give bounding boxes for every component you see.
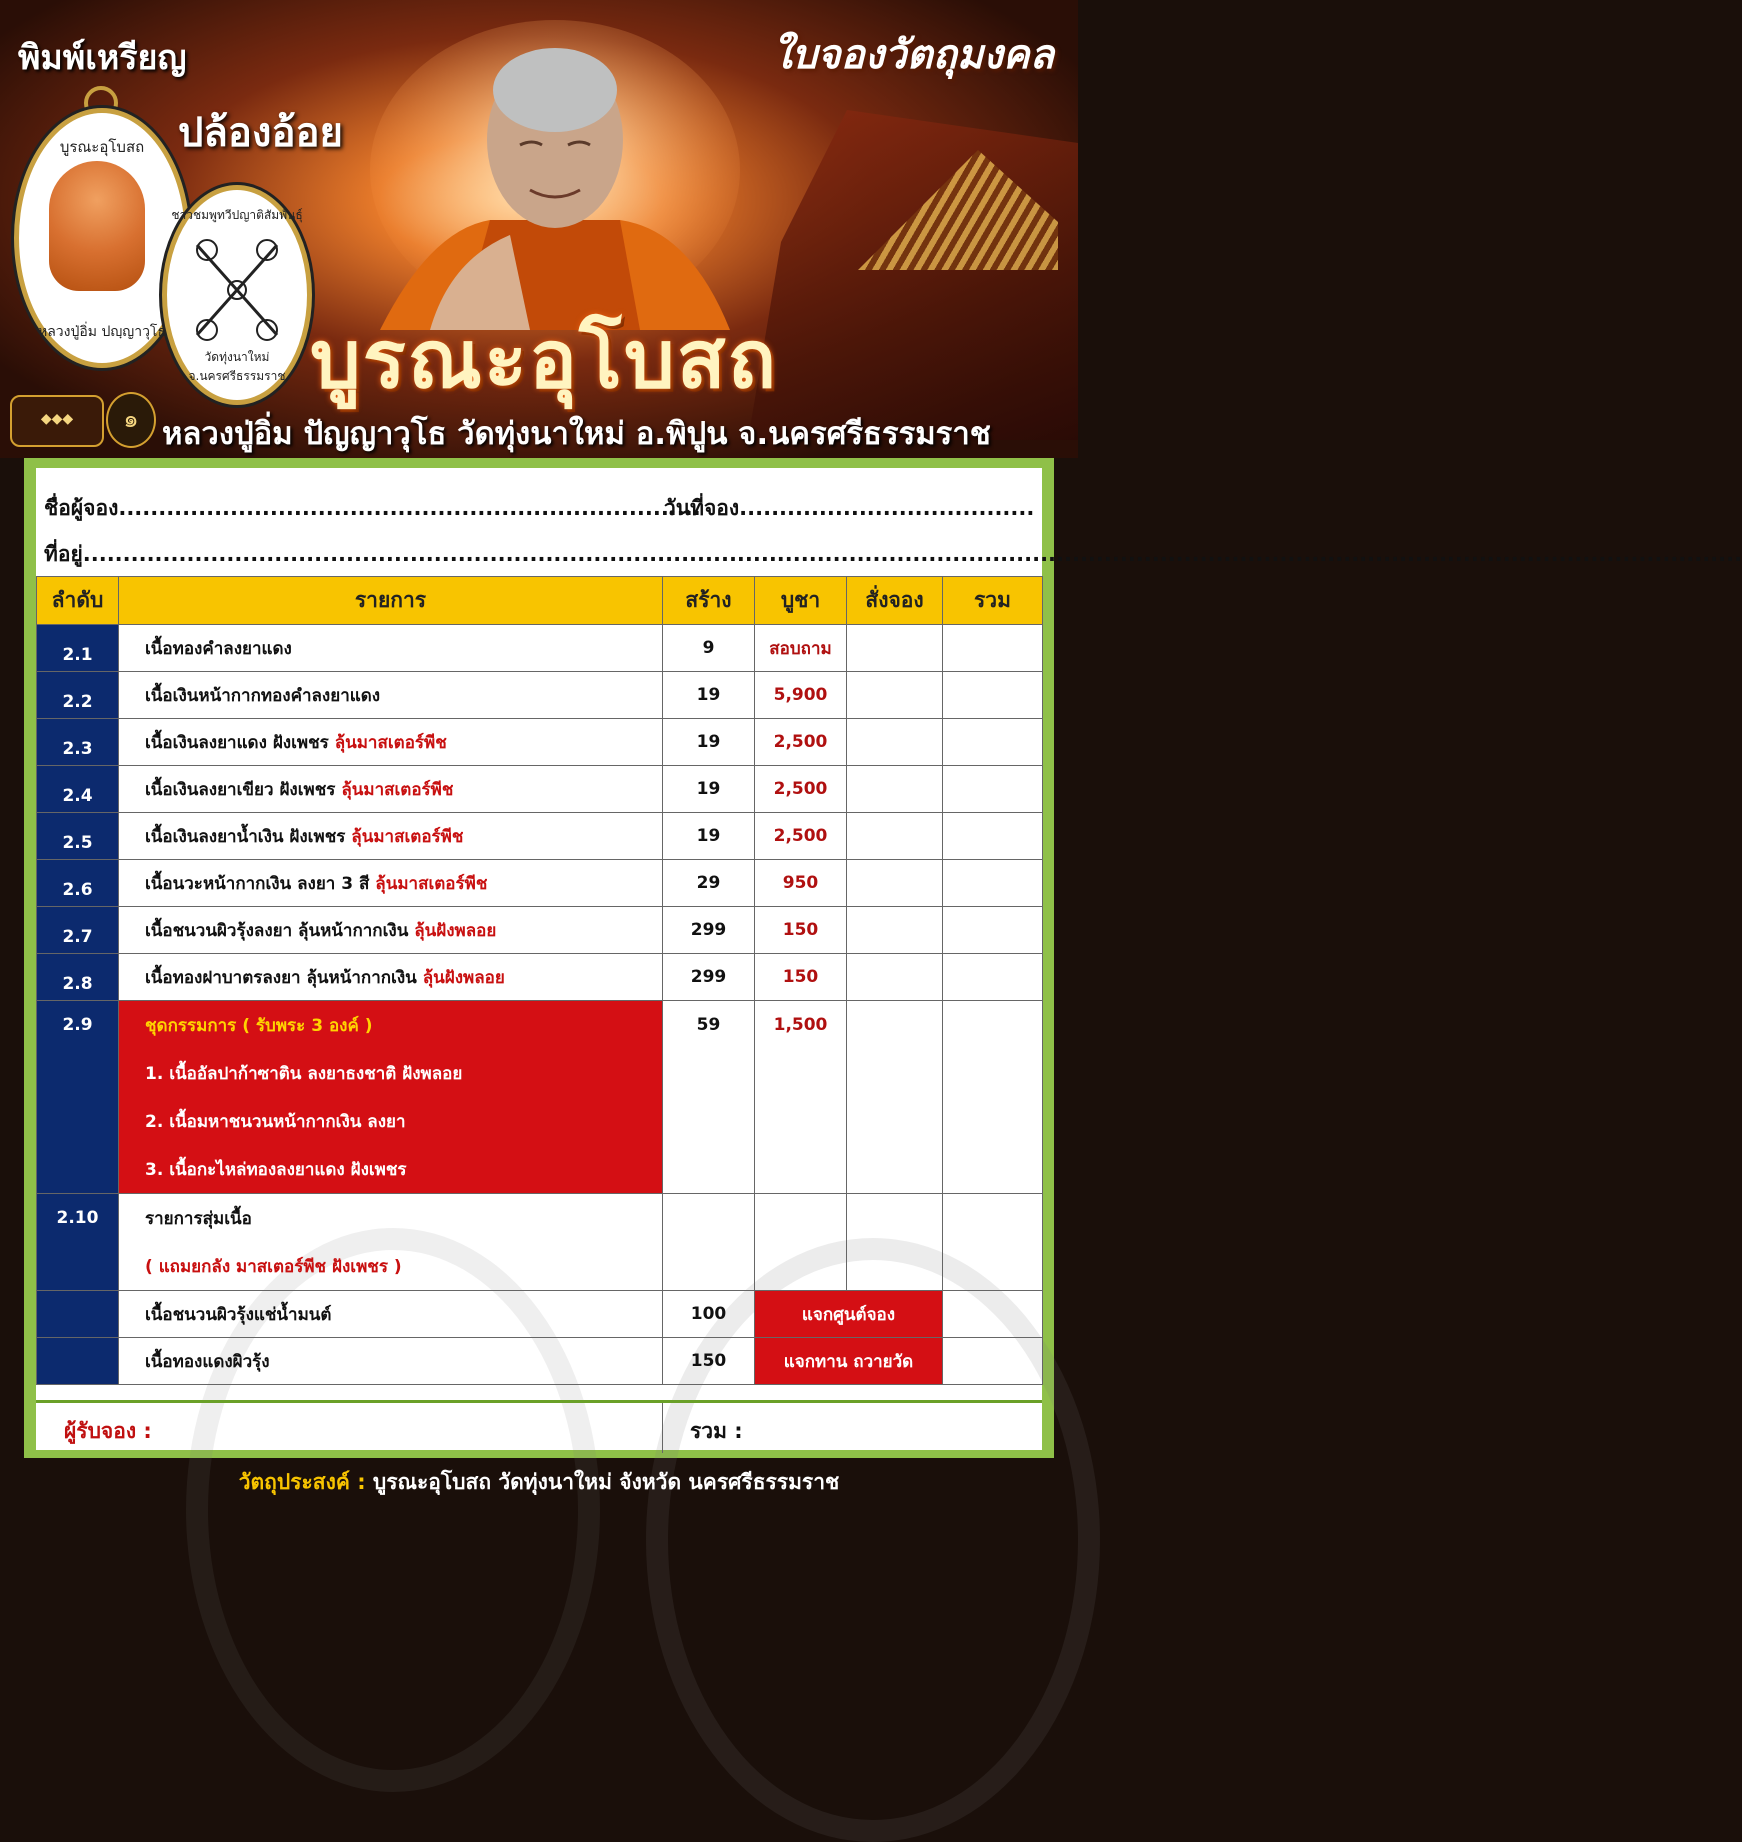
row-order-cell[interactable] <box>847 672 943 719</box>
row-total-cell[interactable] <box>943 1338 1043 1385</box>
set-made: 59 <box>663 1001 755 1194</box>
row-seq: 2.1 <box>37 625 119 672</box>
row-price: 5,900 <box>755 672 847 719</box>
temple-logo: ๑ <box>106 392 156 448</box>
medal-front-bottom-text: หลวงปู่อิ่ม ปญฺญาวุโธ <box>37 324 166 340</box>
grand-total-field[interactable]: รวม : <box>690 1419 743 1443</box>
col-header-made: สร้าง <box>663 577 755 625</box>
row-total-cell[interactable] <box>943 860 1043 907</box>
row-made: 299 <box>663 954 755 1001</box>
row-made: 150 <box>663 1338 755 1385</box>
row-name <box>119 719 663 766</box>
order-form <box>36 468 1742 1450</box>
set-row <box>37 1001 1043 1194</box>
medal-front-image <box>14 108 190 368</box>
monk-portrait-image <box>370 30 740 330</box>
table-row <box>37 954 1043 1001</box>
row-price: 2,500 <box>755 813 847 860</box>
table-row <box>37 766 1043 813</box>
row-total-cell[interactable] <box>943 813 1043 860</box>
purpose-text: บูรณะอุโบสถ วัดทุ่งนาใหม่ จังหวัด นครศรีธรรมราช <box>365 1470 840 1494</box>
table-row <box>37 813 1043 860</box>
row-name-extra: ลุ้นมาสเตอร์พีช <box>334 732 447 753</box>
row-made: 19 <box>663 813 755 860</box>
row-name-extra: ลุ้นมาสเตอร์พีช <box>375 873 488 894</box>
medal-type-label: พิมพ์เหรียญ <box>18 38 187 78</box>
project-title: บูรณะอุโบสถ <box>310 313 778 406</box>
lucky-title: รายการสุ่มเนื้อ <box>145 1208 252 1229</box>
table-row <box>37 907 1043 954</box>
lucky-order-cell[interactable] <box>847 1194 943 1291</box>
medal-back-image <box>162 185 312 405</box>
col-header-item: รายการ <box>119 577 663 625</box>
row-seq: 2.4 <box>37 766 119 813</box>
col-header-order: สั่งจอง <box>847 577 943 625</box>
row-order-cell[interactable] <box>847 954 943 1001</box>
row-order-cell[interactable] <box>847 813 943 860</box>
col-header-price: บูชา <box>755 577 847 625</box>
row-seq: 2.3 <box>37 719 119 766</box>
brand-logo: ◆◆◆ <box>10 395 104 447</box>
row-name <box>119 625 663 672</box>
row-name-extra: ลุ้นฝังพลอย <box>422 967 505 988</box>
row-made: 19 <box>663 719 755 766</box>
monk-temple-subtitle: หลวงปู่อิ่ม ปัญญาวุโธ วัดทุ่งนาใหม่ อ.พิปูน จ.นครศรีธรรมราช <box>162 416 991 452</box>
table-row <box>37 625 1043 672</box>
set-seq: 2.9 <box>37 1001 119 1194</box>
row-name <box>119 766 663 813</box>
set-price: 1,500 <box>755 1001 847 1194</box>
form-footer <box>36 1400 1042 1453</box>
purpose-label: วัตถุประสงค์ : <box>238 1470 366 1494</box>
row-name <box>119 860 663 907</box>
row-price: 2,500 <box>755 719 847 766</box>
lucky-price <box>755 1194 847 1291</box>
medal-back-bottom-text: วัดทุ่งนาใหม่ จ.นครศรีธรรมราช <box>188 350 286 383</box>
row-name-extra: ลุ้นฝังพลอย <box>414 920 497 941</box>
row-made: 29 <box>663 860 755 907</box>
table-row <box>37 719 1043 766</box>
lucky-made <box>663 1194 755 1291</box>
address-field[interactable]: ที่อยู่................................................................................................................................................................................................................ <box>44 542 1742 566</box>
row-price: 2,500 <box>755 766 847 813</box>
row-name-extra: ลุ้นมาสเตอร์พีช <box>341 779 454 800</box>
set-total-cell[interactable] <box>943 1001 1043 1194</box>
row-total-cell[interactable] <box>943 907 1043 954</box>
row-name: เนื้อชนวนผิวรุ้งแช่น้ำมนต์ <box>119 1291 663 1338</box>
medal-shape-label: ปล้องอ้อย <box>178 110 343 156</box>
row-price: แจกทาน ถวายวัด <box>755 1338 943 1385</box>
row-name-text: เนื้อเงินลงยาเขียว ฝังเพชร <box>145 779 342 800</box>
row-name-text: เนื้อชนวนผิวรุ้งลงยา ลุ้นหน้ากากเงิน <box>145 920 415 941</box>
lucky-description <box>119 1194 663 1291</box>
purpose-line <box>0 1466 1078 1499</box>
row-name-extra: ลุ้นมาสเตอร์พีช <box>351 826 464 847</box>
row-name-text: เนื้อเงินลงยาแดง ฝังเพชร <box>145 732 335 753</box>
row-made: 19 <box>663 672 755 719</box>
set-item-1: 1. เนื้ออัลปาก้าซาติน ลงยาธงชาติ ฝังพลอย <box>145 1063 463 1084</box>
row-price: 950 <box>755 860 847 907</box>
row-name <box>119 813 663 860</box>
row-seq: 2.5 <box>37 813 119 860</box>
yantra-icon <box>187 235 287 345</box>
row-name-text: เนื้อทองฝาบาตรลงยา ลุ้นหน้ากากเงิน <box>145 967 423 988</box>
row-total-cell[interactable] <box>943 625 1043 672</box>
order-table <box>36 576 1043 1385</box>
medal-front-top-text: บูรณะอุโบสถ <box>59 138 145 156</box>
row-total-cell[interactable] <box>943 719 1043 766</box>
row-name <box>119 907 663 954</box>
row-price: สอบถาม <box>755 625 847 672</box>
table-row <box>37 860 1043 907</box>
lucky-note: ( แถมยกลัง มาสเตอร์พีช ฝังเพชร ) <box>145 1256 402 1277</box>
row-seq: 2.7 <box>37 907 119 954</box>
footer-divider <box>662 1403 663 1453</box>
row-order-cell[interactable] <box>847 766 943 813</box>
row-price: แจกศูนต์จอง <box>755 1291 943 1338</box>
lucky-seq: 2.10 <box>37 1194 119 1291</box>
set-title: ชุดกรรมการ ( รับพระ 3 องค์ ) <box>145 1015 373 1036</box>
row-name-text: เนื้อเงินลงยาน้ำเงิน ฝังเพชร <box>145 826 352 847</box>
customer-name-field[interactable]: ชื่อผู้จอง......................................................................... <box>44 496 701 520</box>
row-order-cell[interactable] <box>847 907 943 954</box>
table-row <box>37 1338 1043 1385</box>
set-item-3: 3. เนื้อกะไหล่ทองลงยาแดง ฝังเพชร <box>145 1159 407 1180</box>
row-seq <box>37 1291 119 1338</box>
lucky-total-cell[interactable] <box>943 1194 1043 1291</box>
row-name <box>119 954 663 1001</box>
receiver-field[interactable]: ผู้รับจอง : <box>64 1419 152 1443</box>
row-total-cell[interactable] <box>943 766 1043 813</box>
form-type-title: ใบจองวัตถุมงคล <box>772 32 1054 78</box>
row-order-cell[interactable] <box>847 860 943 907</box>
row-made: 19 <box>663 766 755 813</box>
row-seq: 2.8 <box>37 954 119 1001</box>
row-made: 9 <box>663 625 755 672</box>
row-seq: 2.6 <box>37 860 119 907</box>
set-item-2: 2. เนื้อมหาชนวนหน้ากากเงิน ลงยา <box>145 1111 406 1132</box>
temple-image <box>748 110 1078 440</box>
col-header-seq: ลำดับ <box>37 577 119 625</box>
medal-monk-face <box>49 161 145 291</box>
row-made: 100 <box>663 1291 755 1338</box>
row-order-cell[interactable] <box>847 719 943 766</box>
row-order-cell[interactable] <box>847 625 943 672</box>
row-price: 150 <box>755 907 847 954</box>
item-rows <box>37 625 1043 1001</box>
row-name: เนื้อทองแดงผิวรุ้ง <box>119 1338 663 1385</box>
row-name <box>119 672 663 719</box>
set-order-cell[interactable] <box>847 1001 943 1194</box>
row-price: 150 <box>755 954 847 1001</box>
table-header-row <box>37 577 1043 625</box>
set-description <box>119 1001 663 1194</box>
booking-date-field[interactable]: วันที่จอง..................................... <box>664 496 1035 520</box>
row-name-text: เนื้อนวะหน้ากากเงิน ลงยา 3 สี <box>145 873 376 894</box>
header-banner <box>0 0 1078 458</box>
row-seq: 2.2 <box>37 672 119 719</box>
row-seq <box>37 1338 119 1385</box>
col-header-total: รวม <box>943 577 1043 625</box>
row-name-text: เนื้อเงินหน้ากากทองคำลงยาแดง <box>145 685 381 706</box>
table-row <box>37 1291 1043 1338</box>
lucky-row <box>37 1194 1043 1291</box>
row-total-cell[interactable] <box>943 954 1043 1001</box>
row-name-text: เนื้อทองคำลงยาแดง <box>145 638 292 659</box>
row-made: 299 <box>663 907 755 954</box>
customer-info-section <box>36 468 1742 579</box>
medal-back-top-text: ชาวชมพูทวีปญาติสัมพันธุ์ <box>171 208 303 222</box>
order-form-frame <box>24 458 1742 1458</box>
row-total-cell[interactable] <box>943 1291 1043 1338</box>
table-row <box>37 672 1043 719</box>
row-total-cell[interactable] <box>943 672 1043 719</box>
